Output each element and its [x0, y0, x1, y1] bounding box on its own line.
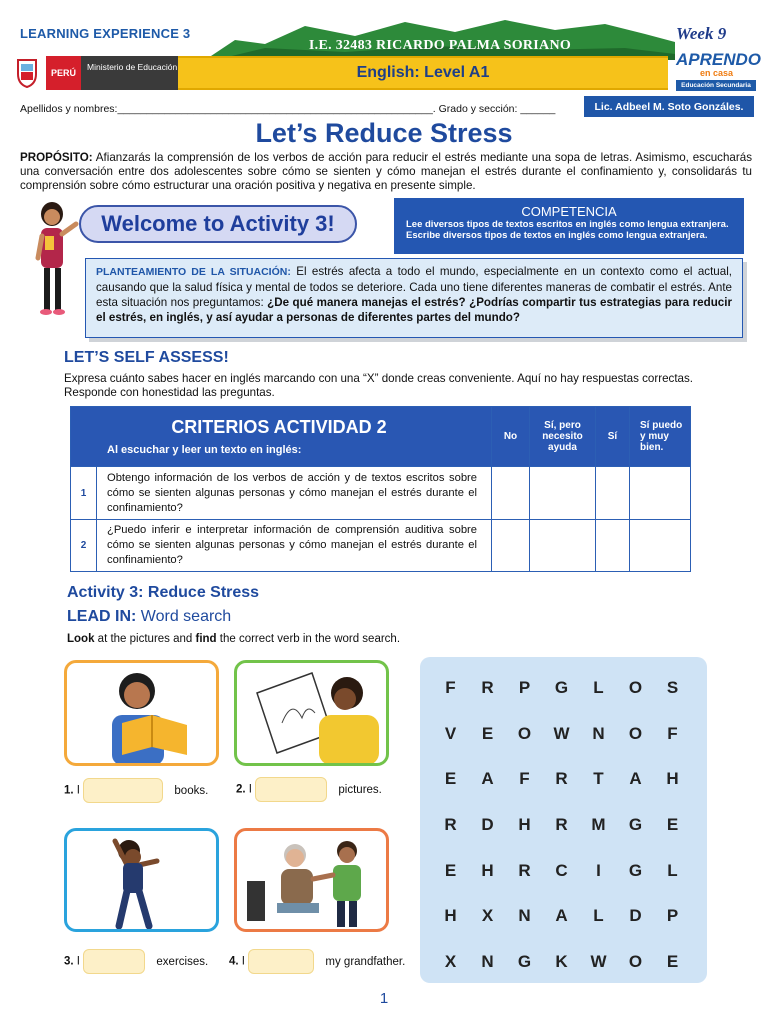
name-grade-line: Apellidos y nombres:______________________________________________________. Grado y sección: ______ [20, 103, 556, 115]
sentence-1 [64, 778, 208, 803]
word-search-letter[interactable]: N [481, 951, 494, 971]
exercising-girl-icon [67, 831, 216, 929]
picture-reading [64, 660, 219, 766]
word-search-letter[interactable]: A [555, 906, 568, 926]
self-assess-title: LET’S SELF ASSESS! [64, 349, 229, 366]
learning-experience-label: LEARNING EXPERIENCE 3 [20, 26, 191, 41]
word-search-letter[interactable]: L [667, 860, 678, 880]
sentence-suffix: my grandfather. [325, 955, 406, 968]
situation-text: El estrés afecta a todo el mundo, especialmente en un contexto como el actual, causando que la salud física y mental de todos se deteriore. Cada uno tiene diferentes maneras de combatir el estrés. Ante esta situación nos preguntamos: [96, 265, 732, 309]
competencia-box [394, 198, 744, 254]
situation-question: ¿De qué manera manejas el estrés? ¿Podrías compartir tus estrategias para reducir el estrés, en inglés, y así ayudar a personas de diferentes partes del mundo? [96, 296, 732, 324]
en-casa-label: en casa [700, 68, 734, 78]
word-search-letter[interactable]: R [518, 860, 531, 880]
table-row [71, 520, 691, 572]
week-label: Week 9 [676, 24, 727, 43]
col-si: Sí [596, 407, 630, 467]
word-search-letter[interactable]: G [517, 951, 532, 971]
sentence-prefix: I [241, 955, 245, 968]
word-search-letter[interactable]: G [628, 814, 643, 834]
table-row [71, 467, 691, 520]
helping-grandfather-icon [237, 831, 386, 929]
word-search-letter[interactable]: C [555, 860, 568, 880]
word-search-letter[interactable]: O [628, 951, 643, 971]
word-search-letter[interactable]: K [555, 951, 568, 971]
checkbox-cell[interactable] [630, 467, 691, 520]
checkbox-cell[interactable] [530, 467, 596, 520]
sentence-prefix: I [248, 783, 252, 796]
word-search-letter[interactable]: E [666, 951, 679, 971]
criteria-title: CRITERIOS ACTIVIDAD 2 [171, 417, 387, 437]
word-search-panel [420, 657, 707, 983]
checkbox-cell[interactable] [596, 520, 630, 572]
purpose-text: Afianzarás la comprensión de los verbos de acción para reducir el estrés mediante una sopa de letras. Asimismo, escucharás una conversación entre dos adolescentes sobre cómo se sienten y cómo manejan el estrés durante el confinamiento y, consolidarás tu comprensión sobre cómo estructurar una oración positiva y negativa en presente simple. [20, 151, 752, 192]
word-search-letter[interactable]: W [553, 723, 570, 743]
checkbox-cell[interactable] [596, 467, 630, 520]
teacher-badge: Lic. Adbeel M. Soto Gonzáles. [584, 96, 754, 117]
answer-blank-3[interactable] [83, 949, 145, 974]
course-title: English: Level A1 [356, 64, 490, 81]
row-criterion: Obtengo información de los verbos de acción y de textos escritos sobre cómo se sienten algunas personas y cómo manejan el estrés durante el confinamiento? [97, 467, 492, 520]
criteria-header [71, 407, 492, 467]
page-title: Let’s Reduce Stress [255, 118, 513, 148]
page-number: 1 [379, 990, 389, 1007]
word-search-letter[interactable]: M [591, 814, 606, 834]
word-search-letter[interactable]: O [628, 677, 643, 697]
word-search-letter[interactable]: H [666, 769, 679, 789]
competencia-line-1: Lee diversos tipos de textos escritos en inglés como lengua extranjera. [406, 219, 729, 230]
picture-exercising [64, 828, 219, 932]
col-no: No [492, 407, 530, 467]
competencia-line-2: Escribe diversos tipos de textos en inglés como lengua extranjera. [406, 230, 708, 241]
sentence-prefix: I [76, 784, 80, 797]
sentence-number: 1. [64, 784, 74, 797]
word-search-letter[interactable]: H [444, 906, 457, 926]
row-number: 2 [71, 520, 97, 572]
word-search-letter[interactable]: D [629, 906, 642, 926]
activity-title: Activity 3: Reduce Stress [67, 584, 260, 601]
word-search-letter[interactable]: P [666, 906, 679, 926]
checkbox-cell[interactable] [492, 520, 530, 572]
row-criterion: ¿Puedo inferir e interpretar información de comprensión auditiva sobre cómo se sienten algunas personas y cómo manejan el estrés durante el confinamiento? [97, 520, 492, 572]
word-search-letter[interactable]: F [445, 677, 456, 697]
lead-in-label: LEAD IN: [67, 608, 137, 625]
word-search-grid [432, 665, 691, 985]
activity-instruction [67, 633, 400, 645]
word-search-letter[interactable]: E [666, 814, 679, 834]
aprendo-logo: APRENDO [676, 50, 762, 69]
answer-blank-2[interactable] [255, 777, 327, 802]
sentence-suffix: books. [174, 784, 209, 797]
word-search-letter[interactable]: H [518, 814, 531, 834]
word-search-letter[interactable]: L [593, 906, 604, 926]
word-search-letter[interactable]: H [481, 860, 494, 880]
situation-label: PLANTEAMIENTO DE LA SITUACIÓN: [96, 266, 291, 278]
word-search-letter[interactable]: R [481, 677, 494, 697]
word-search-letter[interactable]: R [555, 769, 568, 789]
word-search-letter[interactable]: E [481, 723, 494, 743]
word-search-letter[interactable]: S [666, 677, 679, 697]
purpose-paragraph [20, 151, 752, 193]
word-search-letter[interactable]: X [444, 951, 457, 971]
word-search-letter[interactable]: N [518, 906, 531, 926]
word-search-letter[interactable]: G [628, 860, 643, 880]
peru-label: PERÚ [46, 56, 81, 90]
purpose-label: PROPÓSITO: [20, 151, 93, 164]
word-search-letter[interactable]: G [554, 677, 569, 697]
word-search-letter[interactable]: I [596, 860, 601, 880]
word-search-letter[interactable]: F [667, 723, 678, 743]
criteria-table [70, 406, 691, 572]
word-search-letter[interactable]: R [444, 814, 457, 834]
word-search-letter[interactable]: P [518, 677, 531, 697]
welcome-bubble: Welcome to Activity 3! [79, 205, 357, 243]
word-search-letter[interactable]: V [444, 723, 457, 743]
sentence-2 [236, 777, 382, 802]
girl-illustration-icon [28, 200, 84, 320]
word-search-letter[interactable]: E [444, 769, 457, 789]
picture-drawing [234, 660, 389, 766]
instruction-mid: at the pictures and [94, 633, 196, 645]
word-search-letter[interactable]: A [629, 769, 642, 789]
lead-in-heading [67, 608, 231, 626]
educacion-secundaria-label: Educación Secundaria [676, 80, 756, 91]
find-word: find [195, 633, 217, 645]
checkbox-cell[interactable] [530, 520, 596, 572]
sentence-prefix: I [76, 955, 80, 968]
sentence-suffix: exercises. [156, 955, 209, 968]
checkbox-cell[interactable] [630, 520, 691, 572]
word-search-letter[interactable]: O [628, 723, 643, 743]
word-search-letter[interactable]: N [592, 723, 605, 743]
ministry-label: Ministerio de Educación [81, 56, 178, 90]
sentence-3 [64, 949, 208, 974]
competencia-title: COMPETENCIA [521, 204, 617, 219]
word-search-letter[interactable]: R [555, 814, 568, 834]
drawing-boy-icon [237, 663, 386, 763]
col-si-pero-ayuda: Sí, pero necesito ayuda [530, 407, 596, 467]
word-search-letter[interactable]: T [593, 769, 604, 789]
word-search-letter[interactable]: W [590, 951, 607, 971]
word-search-letter[interactable]: E [444, 860, 457, 880]
sentence-suffix: pictures. [338, 783, 382, 796]
sentence-number: 3. [64, 955, 74, 968]
sentence-number: 2. [236, 783, 246, 796]
reading-girl-icon [67, 663, 216, 763]
word-search-letter[interactable]: F [519, 769, 530, 789]
word-search-letter[interactable]: A [481, 769, 494, 789]
word-search-letter[interactable]: O [517, 723, 532, 743]
sentence-4 [229, 949, 405, 974]
word-search-letter[interactable]: X [481, 906, 494, 926]
situation-box [85, 258, 743, 338]
word-search-letter[interactable]: D [481, 814, 494, 834]
instruction-end: the correct verb in the word search. [216, 633, 401, 645]
course-banner [178, 56, 668, 90]
answer-blank-1[interactable] [83, 778, 163, 803]
look-word: Look [67, 633, 95, 645]
self-assess-instructions: Expresa cuánto sabes hacer en inglés marcando con una “X” donde creas conveniente. Aquí no hay respuestas correctas. Responde con honestidad las preguntas. [64, 372, 694, 399]
row-number: 1 [71, 467, 97, 520]
criteria-subtitle: Al escuchar y leer un texto en inglés: [107, 444, 302, 456]
school-name: I.E. 32483 RICARDO PALMA SORIANO [308, 38, 572, 53]
col-si-muy-bien: Sí puedo y muy bien. [630, 407, 691, 467]
sentence-number: 4. [229, 955, 239, 968]
peru-shield-icon [16, 58, 38, 88]
lead-in-text: Word search [140, 608, 232, 625]
picture-helping [234, 828, 389, 932]
answer-blank-4[interactable] [248, 949, 314, 974]
word-search-letter[interactable]: L [593, 677, 604, 697]
checkbox-cell[interactable] [492, 467, 530, 520]
